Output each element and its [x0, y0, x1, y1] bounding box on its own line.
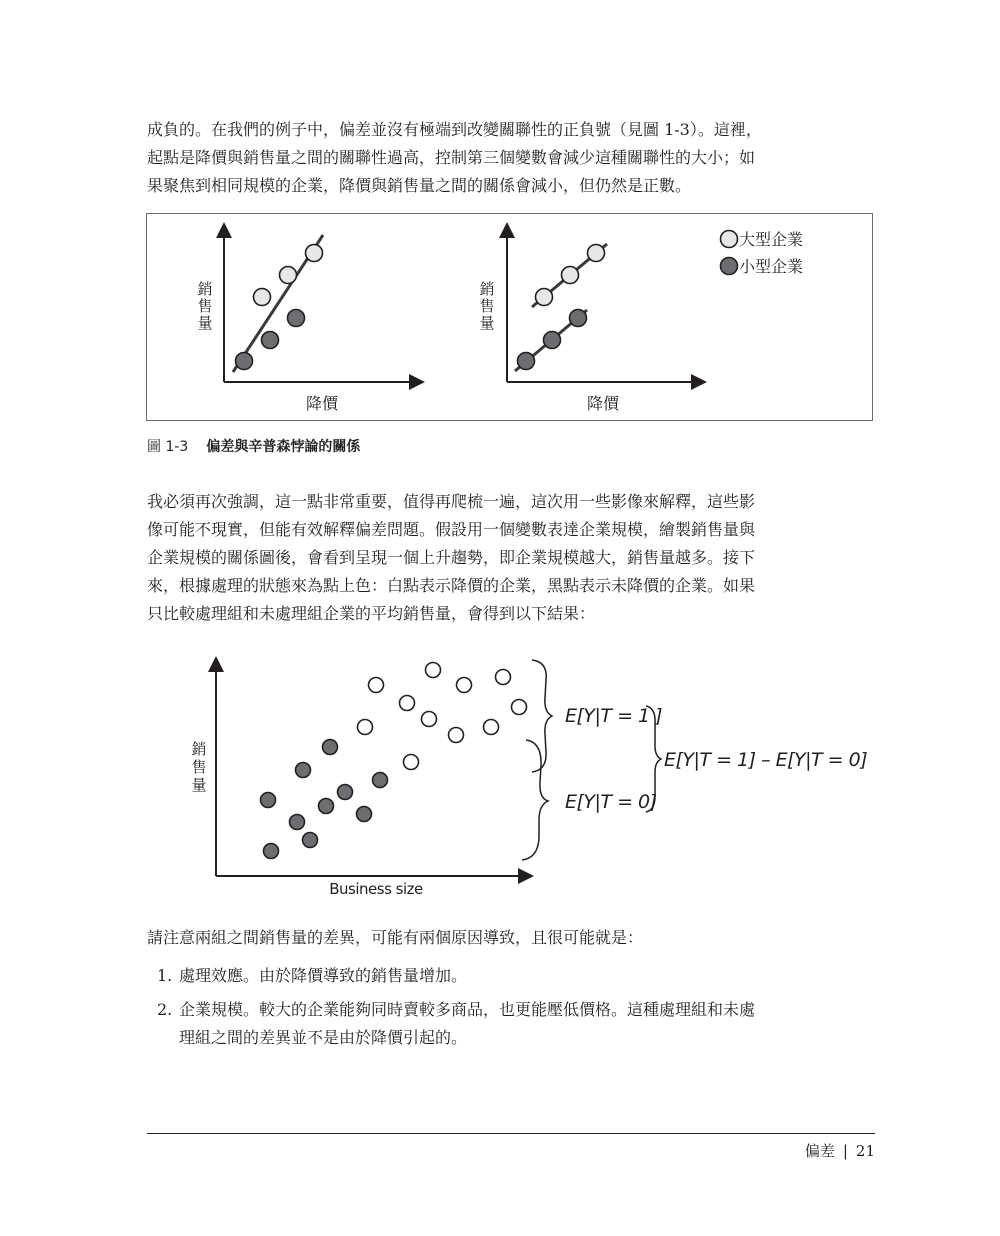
right-dot-small-3 [570, 310, 587, 327]
figure-1-3-svg [147, 214, 874, 422]
middle-line-2: 像可能不現實，但能有效解釋偏差問題。假設用一個變數表達企業規模，繪製銷售量與 [147, 520, 756, 539]
figure-business-size [180, 648, 880, 908]
right-x-label: 降價 [586, 394, 620, 413]
figure-caption [147, 436, 360, 456]
middle-line-4: 來，根據處理的狀態來為點上色：白點表示降價的企業，黑點表示未降價的企業。如果 [147, 576, 756, 595]
middle-line-3: 企業規模的關係圖後，會看到呈現一個上升趨勢，即企業規模越大，銷售量越多。接下 [147, 548, 756, 567]
left-y-label-1: 銷 [197, 280, 213, 298]
control-dot [323, 740, 338, 755]
left-dot-large-2 [280, 267, 297, 284]
treated-dot [457, 678, 472, 693]
right-y-label-3: 量 [479, 314, 495, 332]
treated-dot [422, 712, 437, 727]
control-dot [296, 763, 311, 778]
left-dot-large-3 [306, 245, 323, 262]
treated-dot [369, 678, 384, 693]
control-dot [357, 807, 372, 822]
page-number: 21 [855, 1142, 875, 1160]
left-dot-small-1 [236, 353, 253, 370]
right-dot-large-2 [562, 267, 579, 284]
page-footer [805, 1140, 875, 1161]
control-dot [319, 799, 334, 814]
legend-small-marker [721, 258, 738, 275]
fig2-x-label: Business size [329, 880, 423, 898]
intro-paragraph [147, 116, 875, 200]
middle-line-1: 我必須再次強調，這一點非常重要，值得再爬梳一遍，這次用一些影像來解釋，這些影 [147, 492, 756, 511]
intro-line-1: 成負的。在我們的例子中，偏差並沒有極端到改變關聯性的正負號（見圖 1-3）。這裡， [147, 120, 762, 139]
left-dot-small-3 [288, 310, 305, 327]
right-y-label-1: 銷 [479, 280, 495, 298]
left-dot-large-1 [254, 289, 271, 306]
control-dot [264, 844, 279, 859]
figure-1-3 [146, 213, 873, 421]
right-dot-large-3 [588, 245, 605, 262]
legend-large-marker [721, 231, 738, 248]
treated-dot [449, 728, 464, 743]
difference-label: E[Y|T = 1] – E[Y|T = 0] [664, 749, 868, 771]
after-paragraph [147, 924, 875, 952]
control-dot [338, 785, 353, 800]
control-dot [303, 833, 318, 848]
list-marker: 1. [157, 966, 173, 985]
list-item-text: 處理效應。由於降價導致的銷售量增加。 [179, 966, 468, 985]
treated-dot [484, 720, 499, 735]
control-mean-label: E[Y|T = 0] [565, 791, 657, 813]
caption-text: 偏差與辛普森悖論的關係 [206, 439, 361, 455]
treated-dot [512, 700, 527, 715]
intro-line-2: 起點是降價與銷售量之間的關聯性過高，控制第三個變數會減少這種關聯性的大小；如 [147, 148, 756, 167]
treated-mean-label: E[Y|T = 1 ] [565, 705, 663, 727]
caption-number: 圖 1-3 [147, 439, 189, 455]
right-y-label-2: 售 [479, 297, 495, 315]
list-item-line: 理組之間的差異並不是由於降價引起的。 [179, 1028, 468, 1047]
control-brace [522, 740, 548, 860]
right-dot-large-1 [536, 289, 553, 306]
legend-small-label: 小型企業 [739, 257, 804, 276]
treated-dot [358, 720, 373, 735]
left-x-label: 降價 [305, 394, 339, 413]
fig2-y-label-2: 售 [191, 758, 207, 776]
list-marker: 2. [157, 1000, 173, 1019]
running-head: 偏差 [804, 1142, 835, 1160]
list-item-line: 企業規模。較大的企業能夠同時賣較多商品，也更能壓低價格。這種處理組和未處 [179, 1000, 756, 1019]
left-y-label-3: 量 [197, 314, 213, 332]
right-dot-small-1 [518, 353, 535, 370]
footer-separator: | [842, 1142, 848, 1160]
intro-line-3: 果聚焦到相同規模的企業，降價與銷售量之間的關係會減小，但仍然是正數。 [147, 176, 692, 195]
treated-dot [404, 755, 419, 770]
control-dot [373, 773, 388, 788]
treated-dot [496, 670, 511, 685]
footer-rule [147, 1133, 875, 1134]
middle-line-5: 只比較處理組和未處理組企業的平均銷售量，會得到以下結果： [147, 604, 596, 623]
treated-dot [426, 663, 441, 678]
left-y-label-2: 售 [197, 297, 213, 315]
treated-dot [400, 696, 415, 711]
legend-large-label: 大型企業 [739, 230, 804, 249]
left-dot-small-2 [262, 332, 279, 349]
fig2-y-label-3: 量 [191, 776, 207, 794]
right-dot-small-2 [544, 332, 561, 349]
treated-brace [532, 660, 552, 772]
control-dot [290, 815, 305, 830]
fig2-y-label-1: 銷 [191, 740, 207, 758]
middle-paragraph [147, 488, 875, 628]
control-dot [261, 793, 276, 808]
list-item-text [179, 996, 875, 1052]
after-line-1: 請注意兩組之間銷售量的差異，可能有兩個原因導致，且很可能就是： [147, 928, 644, 947]
